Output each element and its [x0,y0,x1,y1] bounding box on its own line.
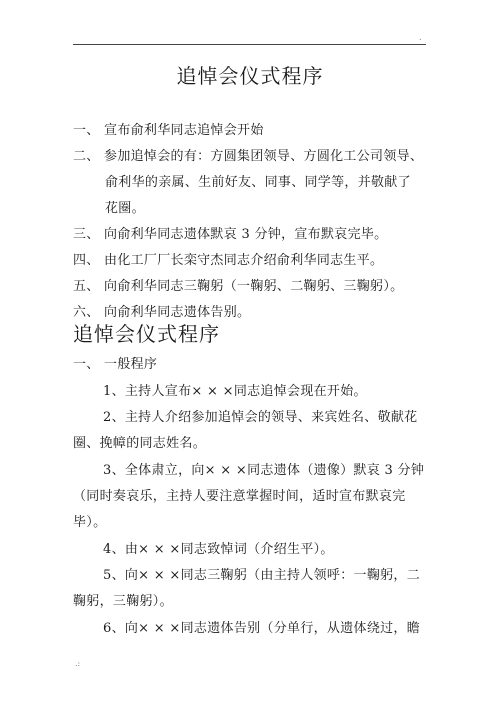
procedure-step-3: 3、全体肃立，向× × ×同志遗体（遗像）默哀 3 分钟 [103,463,425,478]
section-heading: 一、 一般程序 [73,357,158,372]
footer-mark: .: [75,659,81,668]
procedure-step-3-cont: 毕）。 [73,515,107,530]
procedure-step-5-cont: 鞠躬，三鞠躬）。 [73,594,173,609]
program-item-4: 四、 由化工厂厂长栾守杰同志介绍俞利华同志生平。 [73,253,384,268]
program-item-1: 一、 宣布俞利华同志追悼会开始 [73,123,264,138]
header-rule [73,44,426,45]
procedure-step-4: 4、由× × ×同志致悼词（介绍生平）。 [103,542,334,557]
procedure-step-2: 2、主持人介绍参加追悼会的领导、来宾姓名、敬献花 [103,410,418,425]
program-item-2-cont: 花圈。 [105,201,145,216]
program-item-5: 五、 向俞利华同志三鞠躬（一鞠躬、二鞠躬、三鞠躬）。 [73,279,404,294]
procedure-step-1: 1、主持人宣布× × ×同志追悼会现在开始。 [103,384,367,399]
procedure-step-2-cont: 圈、挽幛的同志姓名。 [73,436,207,451]
program-item-3: 三、 向俞利华同志遗体默哀 3 分钟，宣布默哀完毕。 [73,227,388,242]
procedure-step-3-cont: （同时奏哀乐，主持人要注意掌握时间，适时宣布默哀完 [73,489,406,504]
program-item-2: 二、 参加追悼会的有：方圆集团领导、方圆化工公司领导、 [73,149,424,164]
procedure-step-5: 5、向× × ×同志三鞠躬（由主持人领呼：一鞠躬，二 [103,568,421,583]
program-item-2-cont: 俞利华的亲属、生前好友、同事、同学等，并敬献了 [105,175,411,190]
corner-mark: . [419,33,422,42]
section-title: 追悼会仪式程序 [73,322,220,346]
procedure-step-6: 6、向× × ×同志遗体告别（分单行，从遗体绕过，瞻 [103,621,421,636]
document-title: 追悼会仪式程序 [176,64,324,88]
program-item-6: 六、 向俞利华同志遗体告别。 [73,305,251,320]
